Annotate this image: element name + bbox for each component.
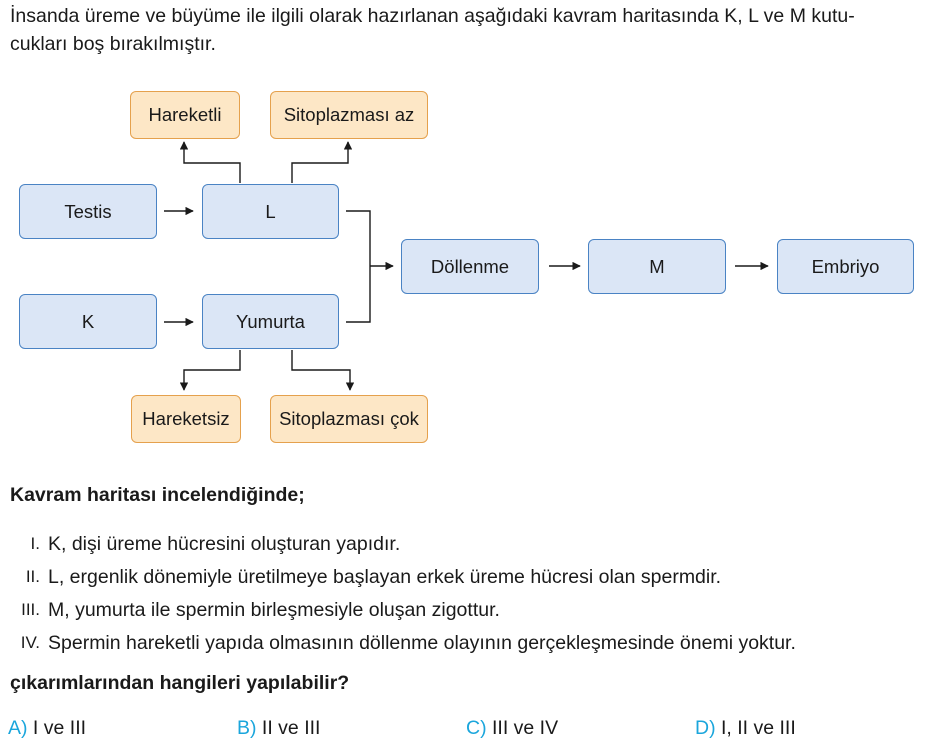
statements-heading: Kavram haritası incelendiğinde; (10, 484, 305, 506)
box-k (19, 294, 157, 349)
box-dollenme (401, 239, 539, 294)
box-l-label: L (265, 200, 276, 222)
statement-text: M, yumurta ile spermin birleşmesiyle oluşan zigottur. (48, 599, 500, 621)
statement-numeral: III. (21, 600, 40, 619)
statement-numeral: II. (25, 567, 40, 586)
box-hareketsiz (131, 395, 241, 443)
statement-text: K, dişi üreme hücresini oluşturan yapıdır. (48, 533, 401, 555)
statement-numeral: IV. (20, 633, 40, 652)
box-sitoplazmasi-az (270, 91, 428, 139)
connector-l-yumurta-join (346, 211, 370, 322)
intro-line-1: İnsanda üreme ve büyüme ile ilgili olarak hazırlanan aşağıdaki kavram haritasında K, L ve M kutu- (10, 5, 855, 27)
question-prompt: çıkarımlarından hangileri yapılabilir? (10, 672, 350, 694)
box-sitoplazmasi-cok-label: Sitoplazması çok (279, 408, 419, 429)
intro-line-2: cukları boş bırakılmıştır. (10, 33, 216, 55)
option-letter: B) (237, 717, 257, 739)
statement-text: L, ergenlik dönemiyle üretilmeye başlayan erkek üreme hücresi olan spermdir. (48, 566, 722, 588)
box-hareketli-label: Hareketli (148, 104, 222, 125)
option-c[interactable] (466, 717, 558, 740)
option-text: II ve III (261, 717, 321, 739)
option-text: I, II ve III (721, 717, 796, 739)
option-letter: C) (466, 717, 487, 739)
box-k-label: K (81, 310, 95, 332)
statement-numeral: I. (30, 534, 40, 553)
option-b[interactable] (237, 717, 320, 740)
box-embriyo-label: Embriyo (811, 255, 880, 277)
box-testis (19, 184, 157, 239)
box-l (202, 184, 339, 239)
statement-text: Spermin hareketli yapıda olmasının döllenme olayının gerçekleşmesinde önemi yoktur. (48, 632, 796, 654)
option-letter: A) (8, 717, 28, 739)
box-sitoplazmasi-cok (270, 395, 428, 443)
box-sitoplazmasi-az-label: Sitoplazması az (283, 104, 415, 125)
box-testis-label: Testis (64, 200, 112, 222)
box-m-label: M (649, 255, 665, 277)
box-m (588, 239, 726, 294)
option-letter: D) (695, 717, 716, 739)
option-a[interactable] (8, 717, 86, 740)
arrow-yumurta-to-hareketsiz (184, 350, 240, 390)
option-text: I ve III (32, 717, 87, 739)
option-d[interactable] (695, 717, 796, 740)
arrow-l-to-hareketli (184, 142, 240, 183)
box-yumurta-label: Yumurta (236, 310, 305, 332)
box-yumurta (202, 294, 339, 349)
arrow-yumurta-to-sitoplazmasi-cok (292, 350, 350, 390)
box-embriyo (777, 239, 914, 294)
option-text: III ve IV (492, 717, 559, 739)
box-hareketsiz-label: Hareketsiz (142, 408, 230, 429)
box-hareketli (130, 91, 240, 139)
arrow-l-to-sitoplazmasi-az (292, 142, 348, 183)
box-dollenme-label: Döllenme (430, 255, 510, 277)
